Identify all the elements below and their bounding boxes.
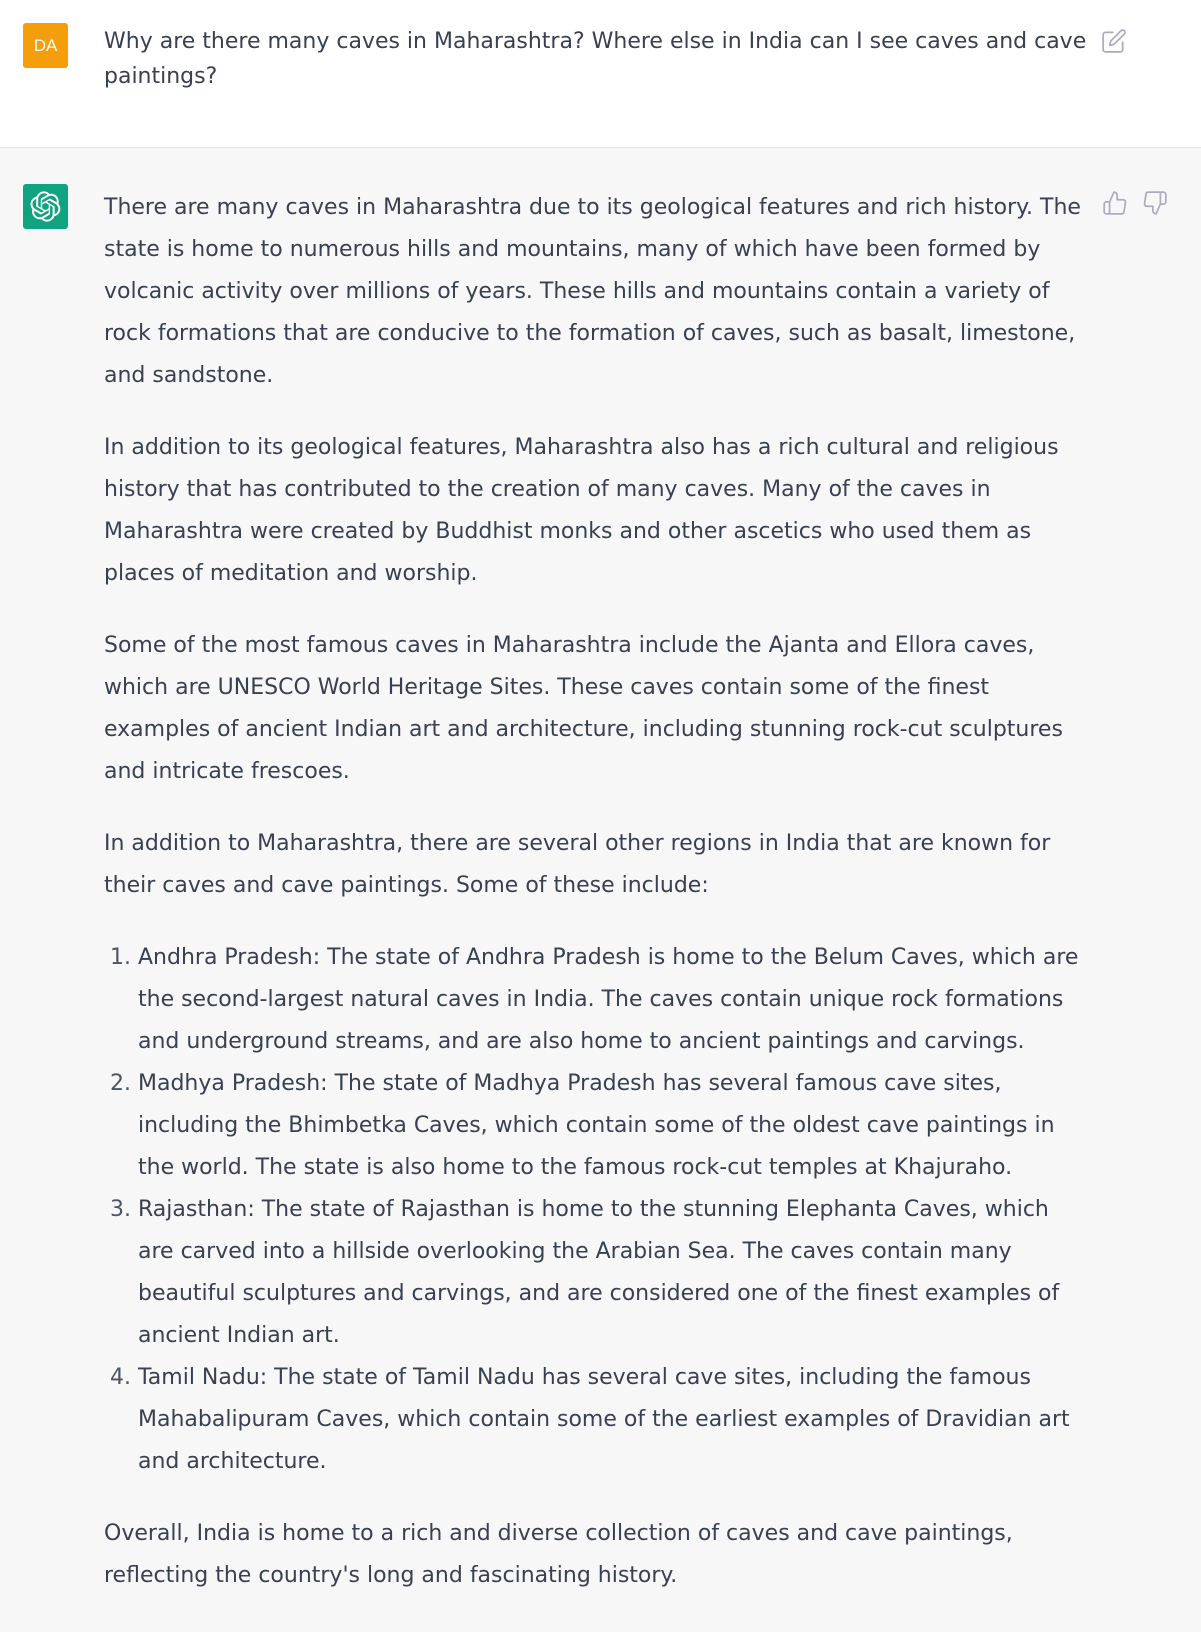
thumbs-up-icon[interactable]: [1102, 190, 1128, 216]
list-item: 3. Rajasthan: The state of Rajasthan is home to the stunning Elephanta Caves, which are carved into a hillside overlooking the Arabian Sea. The caves contain many beautiful sculptures and carvings, and are considered one of the finest examples of ancient Indian art.: [138, 1189, 1089, 1357]
list-item: 1. Andhra Pradesh: The state of Andhra Pradesh is home to the Belum Caves, which are the second-largest natural caves in India. The caves contain unique rock formations and underground streams, and are also home to ancient paintings and carvings.: [138, 937, 1089, 1063]
list-item: 4. Tamil Nadu: The state of Tamil Nadu has several cave sites, including the famous Mahabalipuram Caves, which contain some of the earliest examples of Dravidian art and architecture.: [138, 1357, 1089, 1483]
user-message: [0, 0, 1201, 148]
answer-paragraph: Some of the most famous caves in Maharashtra include the Ajanta and Ellora caves, which are UNESCO World Heritage Sites. These caves contain some of the finest examples of ancient Indian art and architecture, including stunning rock-cut sculptures and intricate frescoes.: [104, 633, 1063, 784]
assistant-message-text: [104, 187, 1089, 1597]
answer-paragraph: There are many caves in Maharashtra due to its geological features and rich history. The state is home to numerous hills and mountains, many of which have been formed by volcanic activity over millions of years. These hills and mountains contain a variety of rock formations that are conducive to the formation of caves, such as basalt, limestone, and sandstone.: [104, 195, 1081, 388]
regions-list: [104, 937, 1089, 1483]
openai-logo-icon: [23, 184, 68, 229]
user-avatar: DA: [23, 23, 68, 68]
closing-paragraph: Overall, India is home to a rich and diverse collection of caves and cave paintings, reflecting the country's long and fascinating history.: [104, 1521, 1013, 1588]
assistant-message: [0, 148, 1201, 1632]
user-message-text: Why are there many caves in Maharashtra? Where else in India can I see caves and cave paintings?: [104, 29, 1087, 89]
thumbs-down-icon[interactable]: [1142, 190, 1168, 216]
list-item: 2. Madhya Pradesh: The state of Madhya Pradesh has several famous cave sites, including the Bhimbetka Caves, which contain some of the oldest cave paintings in the world. The state is also home to the famous rock-cut temples at Khajuraho.: [138, 1063, 1089, 1189]
answer-paragraph: In addition to its geological features, Maharashtra also has a rich cultural and religious history that has contributed to the creation of many caves. Many of the caves in Maharashtra were created by Buddhist monks and other ascetics who used them as places of meditation and worship.: [104, 435, 1059, 586]
answer-paragraph: In addition to Maharashtra, there are several other regions in India that are known for their caves and cave paintings. Some of these include:: [104, 831, 1051, 898]
edit-icon[interactable]: [1101, 28, 1127, 54]
